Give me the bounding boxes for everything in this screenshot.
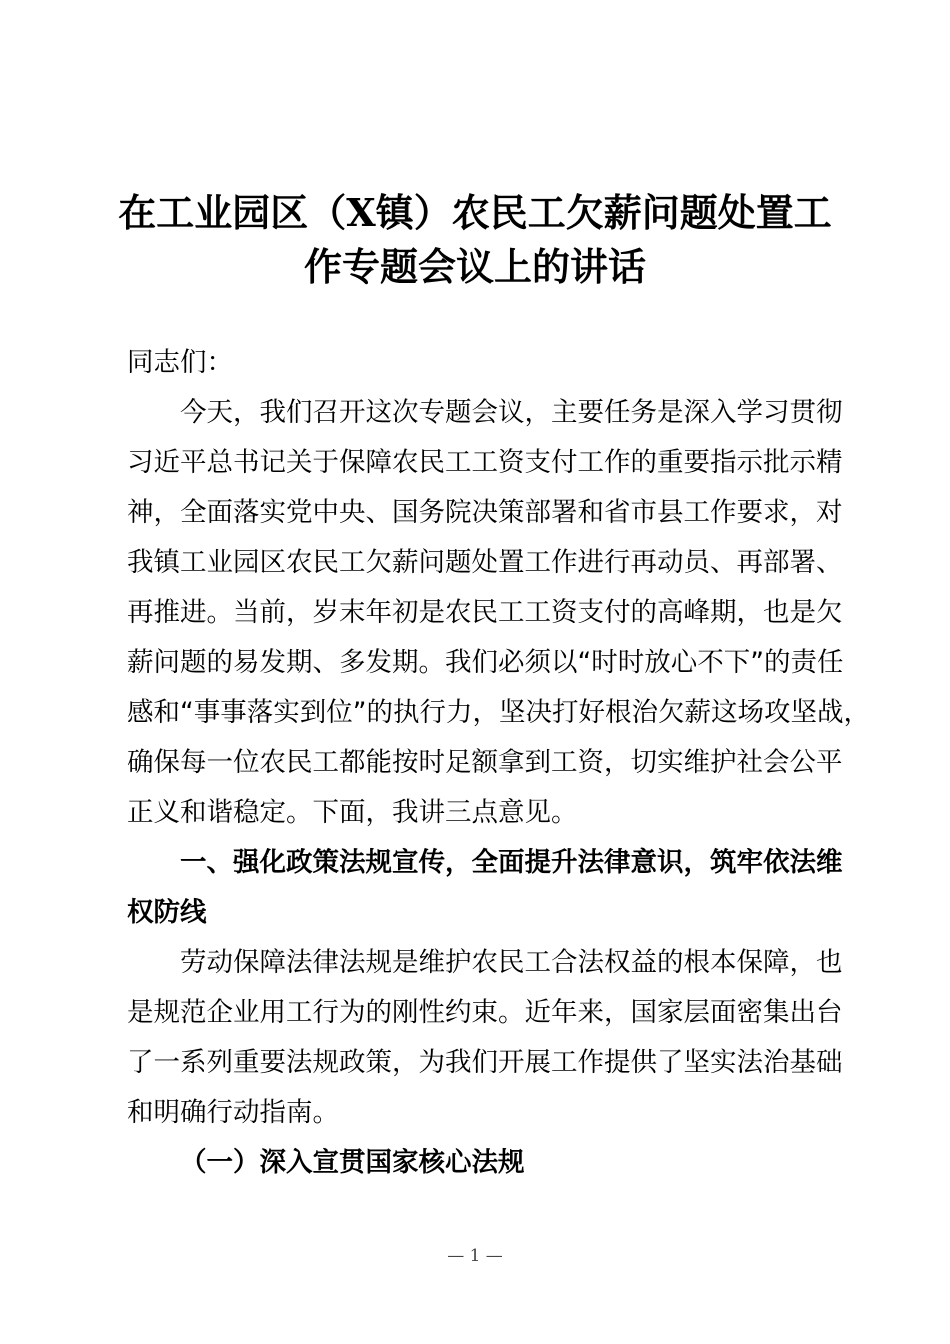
paragraph-line: 我镇工业园区农民工欠薪问题处置工作进行再动员、再部署、 — [127, 547, 843, 578]
section-heading-1: 一、强化政策法规宣传，全面提升法律意识，筑牢依法维 — [180, 847, 843, 878]
subsection-heading-1: （一）深入宣贯国家核心法规 — [180, 1147, 525, 1178]
paragraph-line: 今天，我们召开这次专题会议，主要任务是深入学习贯彻 — [180, 397, 843, 428]
document-title — [100, 186, 850, 294]
paragraph-line: 和明确行动指南。 — [127, 1097, 339, 1128]
paragraph-line: 薪问题的易发期、多发期。我们必须以“时时放心不下”的责任 — [127, 647, 844, 678]
paragraph-line: 正义和谐稳定。下面，我讲三点意见。 — [127, 797, 578, 828]
paragraph-line: 了一系列重要法规政策，为我们开展工作提供了坚实法治基础 — [127, 1047, 843, 1078]
section-heading-1-cont: 权防线 — [127, 897, 207, 928]
title-line-1: 在工业园区（X镇）农民工欠薪问题处置工 — [118, 190, 832, 235]
paragraph-line: 感和“事事落实到位”的执行力，坚决打好根治欠薪这场攻坚战， — [127, 697, 870, 728]
paragraph-line: 劳动保障法律法规是维护农民工合法权益的根本保障，也 — [180, 947, 843, 978]
paragraph-line: 确保每一位农民工都能按时足额拿到工资，切实维护社会公平 — [127, 747, 843, 778]
paragraph-line: 是规范企业用工行为的刚性约束。近年来，国家层面密集出台 — [127, 997, 843, 1028]
paragraph-line: 再推进。当前，岁末年初是农民工工资支付的高峰期，也是欠 — [127, 597, 843, 628]
page-number: — 1 — — [447, 1246, 503, 1266]
paragraph-line: 神，全面落实党中央、国务院决策部署和省市县工作要求，对 — [127, 497, 843, 528]
title-line-2: 作专题会议上的讲话 — [303, 244, 646, 289]
greeting: 同志们： — [127, 347, 233, 378]
paragraph-line: 习近平总书记关于保障农民工工资支付工作的重要指示批示精 — [127, 447, 843, 478]
